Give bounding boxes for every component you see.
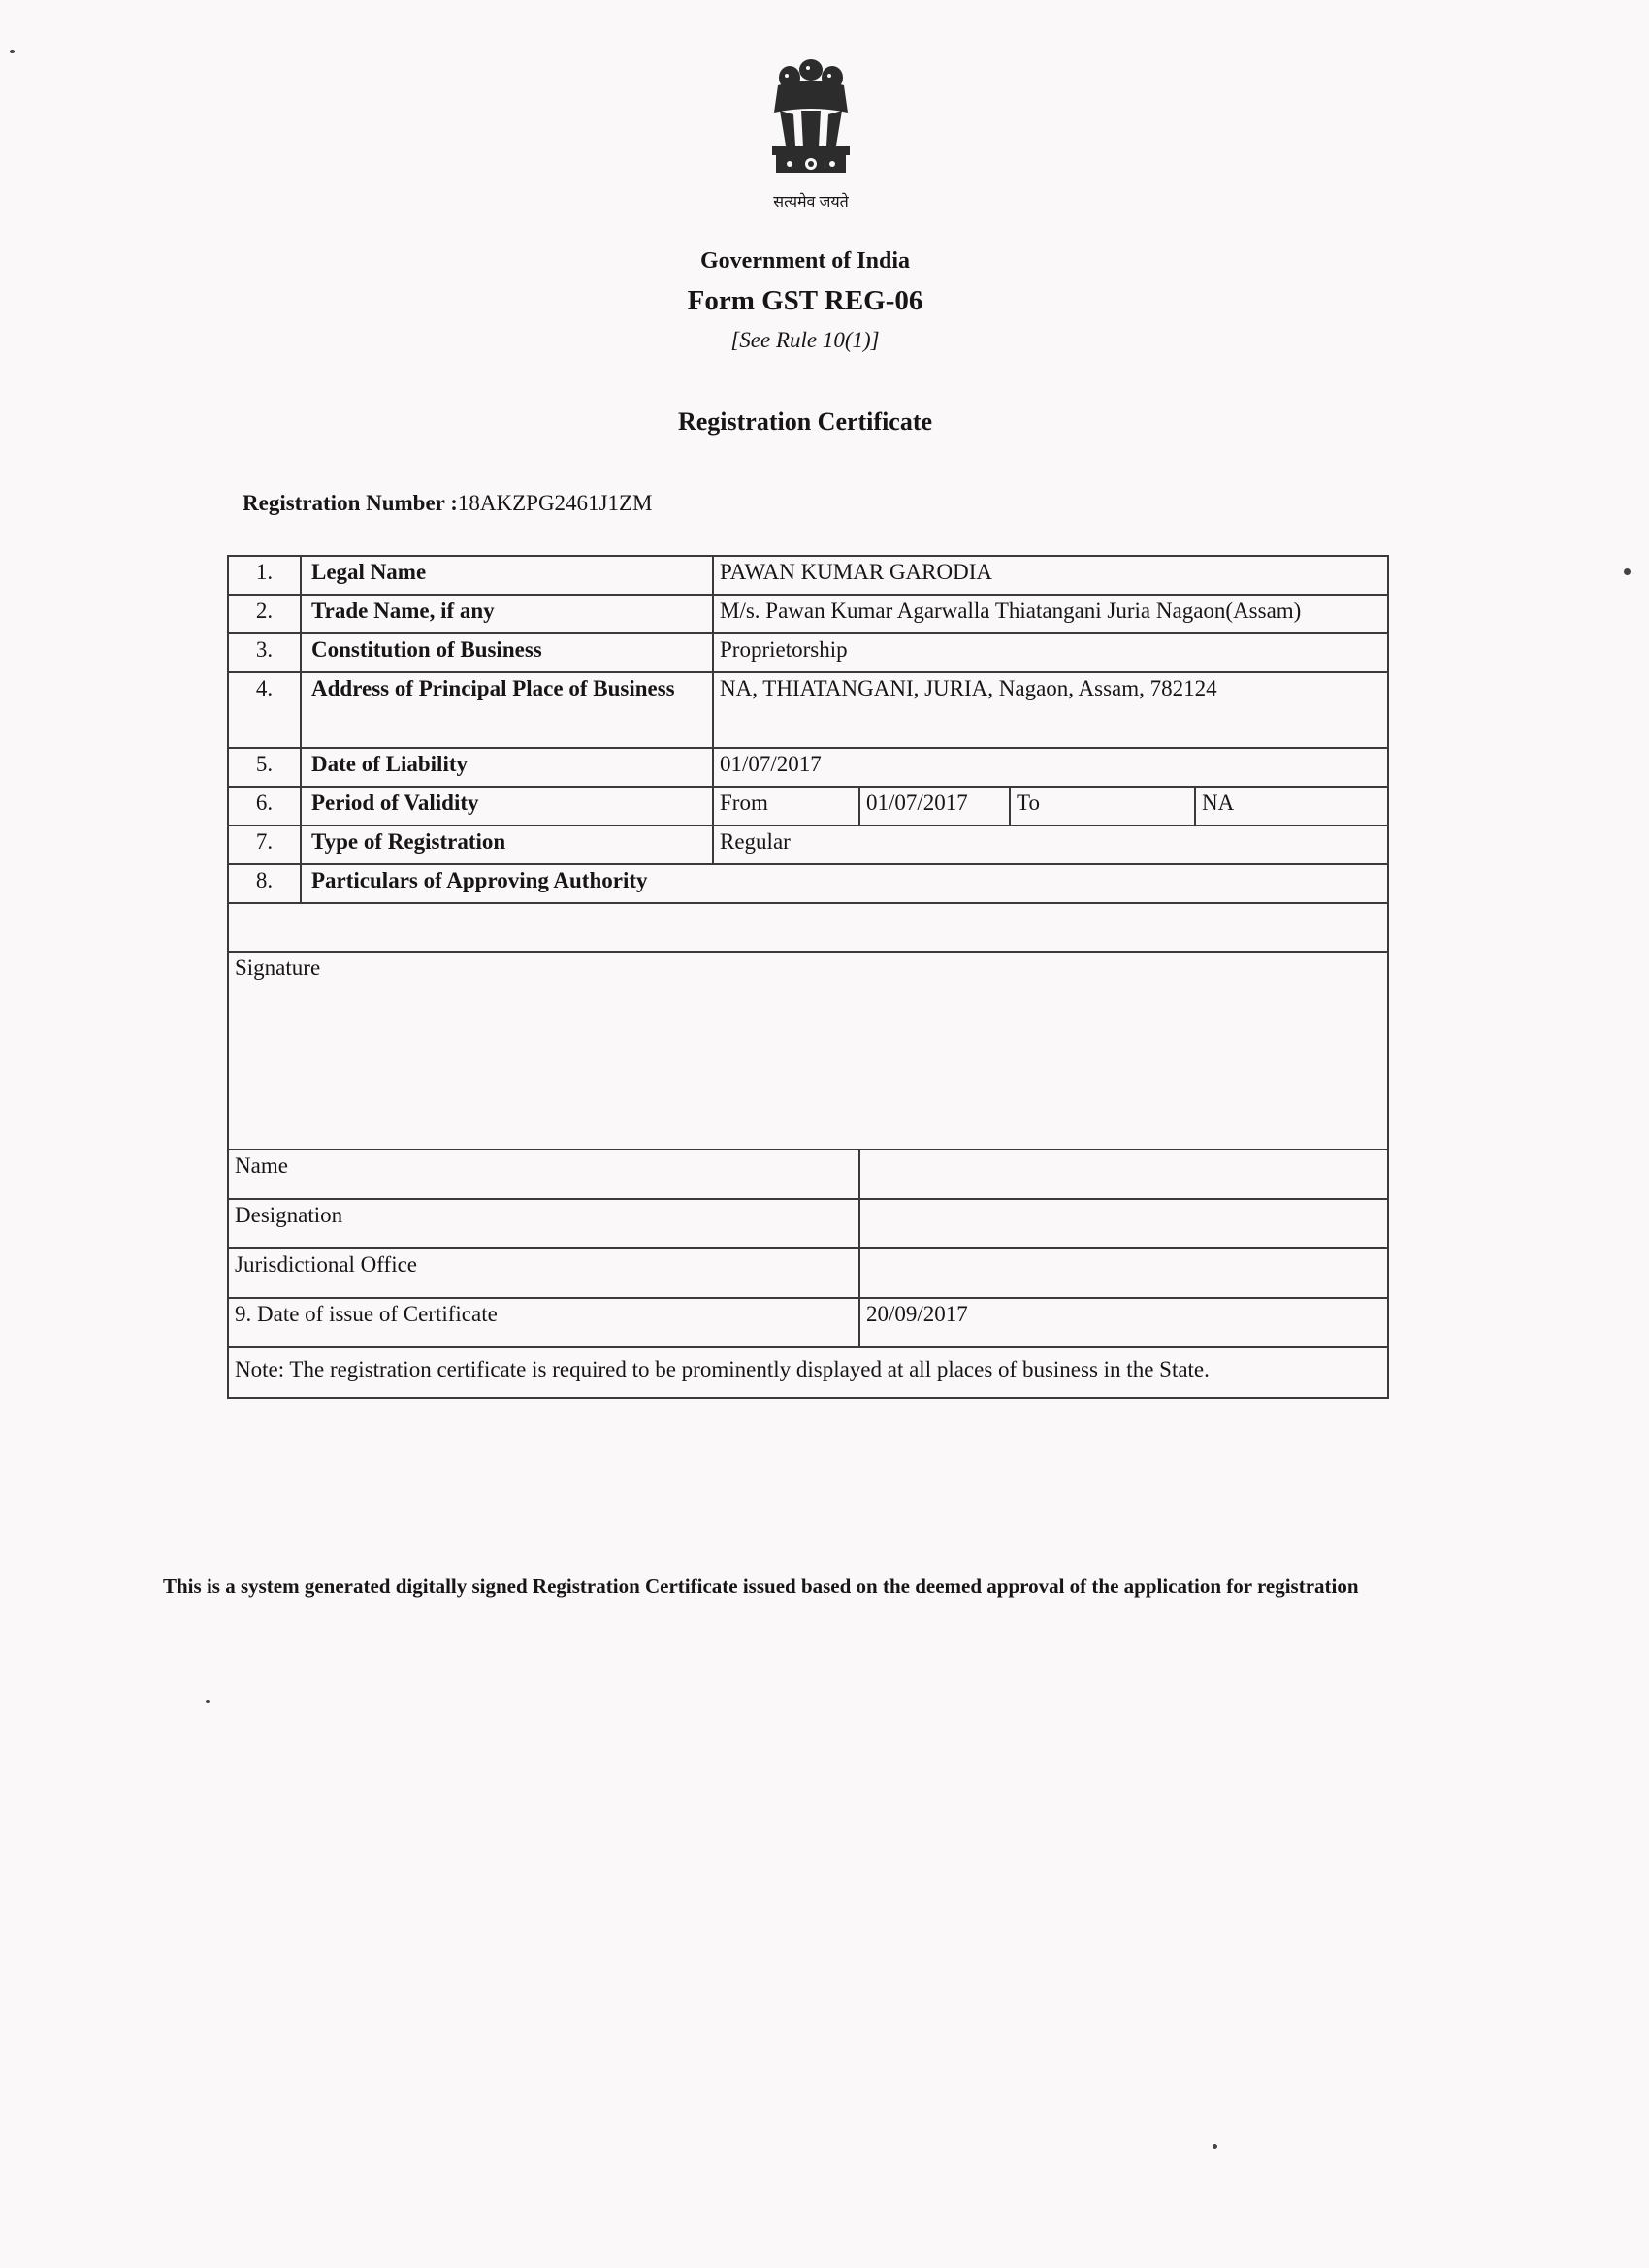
system-generated-footer: This is a system generated digitally signed Registration Certificate issued based on the deemed approval of the application for registration — [163, 1574, 1359, 1598]
row-number: 4. — [228, 672, 301, 748]
table-row — [228, 748, 1388, 787]
trade-name-value: M/s. Pawan Kumar Agarwalla Thiatangani Juria Nagaon(Assam) — [713, 595, 1388, 633]
row-number: 2. — [228, 595, 301, 633]
scan-speck — [1212, 2144, 1217, 2149]
certificate-table — [227, 555, 1389, 1399]
table-row — [228, 903, 1388, 952]
table-row — [228, 787, 1388, 826]
row-number: 1. — [228, 556, 301, 595]
row-number: 8. — [228, 864, 301, 903]
row-number: 6. — [228, 787, 301, 826]
liability-date-label: Date of Liability — [301, 748, 713, 787]
note-text: Note: The registration certificate is required to be prominently displayed at all places of business in the State. — [228, 1347, 1388, 1398]
constitution-value: Proprietorship — [713, 633, 1388, 672]
signature-label: Signature — [235, 956, 321, 980]
table-row — [228, 1150, 1388, 1199]
approving-authority-label: Particulars of Approving Authority — [301, 864, 1388, 903]
table-row — [228, 1199, 1388, 1248]
table-row — [228, 864, 1388, 903]
address-label: Address of Principal Place of Business — [301, 672, 713, 748]
jurisdictional-office-value — [859, 1248, 1388, 1298]
validity-to-label: To — [1010, 787, 1195, 826]
certificate-title: Registration Certificate — [677, 407, 933, 436]
trade-name-label: Trade Name, if any — [301, 595, 713, 633]
table-row — [228, 1248, 1388, 1298]
jurisdictional-office-label: Jurisdictional Office — [228, 1248, 859, 1298]
government-heading: Government of India — [700, 248, 910, 274]
row-number: 3. — [228, 633, 301, 672]
legal-name-value: PAWAN KUMAR GARODIA — [713, 556, 1388, 595]
designation-label: Designation — [228, 1199, 859, 1248]
validity-to-value: NA — [1195, 787, 1388, 826]
table-row — [228, 1298, 1388, 1347]
validity-from-label: From — [713, 787, 859, 826]
scan-speck — [206, 1700, 210, 1703]
table-row — [228, 1347, 1388, 1398]
signature-cell — [228, 952, 1388, 1150]
constitution-label: Constitution of Business — [301, 633, 713, 672]
row-number: 5. — [228, 748, 301, 787]
registration-number-label: Registration Number : — [242, 491, 458, 515]
table-row — [228, 556, 1388, 595]
table-row — [228, 595, 1388, 633]
table-row — [228, 633, 1388, 672]
table-row — [228, 952, 1388, 1150]
form-title: Form GST REG-06 — [687, 285, 923, 316]
liability-date-value: 01/07/2017 — [713, 748, 1388, 787]
table-row — [228, 826, 1388, 864]
authority-name-value — [859, 1150, 1388, 1199]
registration-type-value: Regular — [713, 826, 1388, 864]
rule-reference: [See Rule 10(1)] — [730, 328, 880, 352]
issue-date-value: 20/09/2017 — [859, 1298, 1388, 1347]
registration-number-value: 18AKZPG2461J1ZM — [457, 491, 653, 515]
registration-number-line — [242, 491, 653, 516]
emblem-motto: सत्यमेव जयते — [773, 194, 849, 211]
designation-value — [859, 1199, 1388, 1248]
legal-name-label: Legal Name — [301, 556, 713, 595]
issue-date-label: 9. Date of issue of Certificate — [228, 1298, 859, 1347]
registration-type-label: Type of Registration — [301, 826, 713, 864]
row-number: 7. — [228, 826, 301, 864]
scan-speck — [10, 50, 15, 53]
validity-from-value: 01/07/2017 — [859, 787, 1010, 826]
scan-speck — [1624, 568, 1631, 575]
blank-row — [228, 903, 1388, 952]
address-value: NA, THIATANGANI, JURIA, Nagaon, Assam, 782124 — [713, 672, 1388, 748]
table-row — [228, 672, 1388, 748]
validity-label: Period of Validity — [301, 787, 713, 826]
authority-name-label: Name — [228, 1150, 859, 1199]
